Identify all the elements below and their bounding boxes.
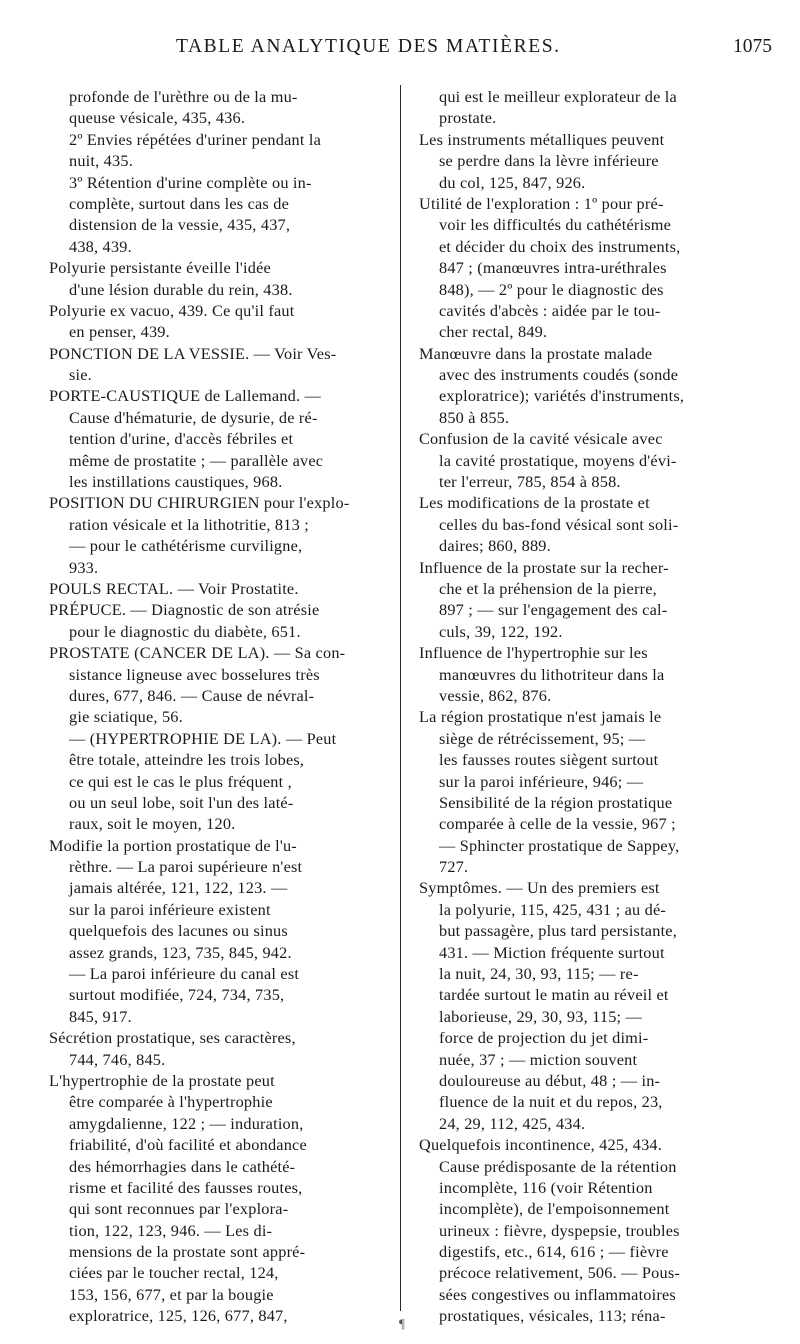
index-line: 3º Rétention d'urine complète ou in-: [69, 172, 312, 192]
index-line: même de prostatite ; — parallèle avec: [69, 450, 324, 470]
index-line: Utilité de l'exploration : 1º pour pré-: [419, 193, 664, 213]
index-line: amygdalienne, 122 ; — induration,: [69, 1113, 304, 1133]
index-line: PORTE-CAUSTIQUE de Lallemand. —: [49, 386, 322, 406]
index-line: nuée, 37 ; — miction souvent: [439, 1049, 638, 1069]
index-line: Quelquefois incontinence, 425, 434.: [419, 1135, 663, 1155]
index-line: Symptômes. — Un des premiers est: [419, 878, 660, 898]
index-line: fluence de la nuit et du repos, 23,: [439, 1092, 663, 1112]
index-line: tion, 122, 123, 946. — Les di-: [69, 1220, 273, 1240]
index-line: 933.: [69, 557, 99, 577]
index-line: friabilité, d'où facilité et abondance: [69, 1135, 307, 1155]
index-line: Les modifications de la prostate et: [419, 493, 650, 513]
index-line: les fausses routes siègent surtout: [439, 750, 659, 770]
index-line: sistance ligneuse avec bosselures très: [69, 664, 320, 684]
index-line: manœuvres du lithotriteur dans la: [439, 664, 665, 684]
index-line: 438, 439.: [69, 236, 132, 256]
index-line: sur la paroi inférieure existent: [69, 899, 271, 919]
index-line: 153, 156, 677, et par la bougie: [69, 1284, 274, 1304]
index-line: douloureuse au début, 48 ; — in-: [439, 1070, 661, 1090]
index-line: profonde de l'urèthre ou de la mu-: [69, 87, 298, 106]
index-line: ou un seul lobe, soit l'un des laté-: [69, 792, 294, 812]
index-line: POULS RECTAL. — Voir Prostatite.: [49, 578, 299, 598]
index-line: en penser, 439.: [69, 322, 170, 342]
index-line: ce qui est le cas le plus fréquent ,: [69, 771, 292, 791]
index-line: dures, 677, 846. — Cause de névral-: [69, 685, 315, 705]
index-line: but passagère, plus tard persistante,: [439, 921, 677, 941]
index-line: être totale, atteindre les trois lobes,: [69, 750, 305, 770]
index-line: — pour le cathétérisme curviligne,: [69, 536, 303, 556]
index-line: distension de la vessie, 435, 437,: [69, 215, 291, 235]
index-line: digestifs, etc., 614, 616 ; — fièvre: [439, 1242, 669, 1262]
index-line: Confusion de la cavité vésicale avec: [419, 429, 663, 449]
index-line: Influence de la prostate sur la recher-: [419, 557, 669, 577]
index-line: Polyurie persistante éveille l'idée: [49, 258, 271, 278]
index-line: raux, soit le moyen, 120.: [69, 814, 236, 834]
index-line: la cavité prostatique, moyens d'évi-: [439, 450, 677, 470]
index-line: Sécrétion prostatique, ses caractères,: [49, 1028, 296, 1048]
index-line: POSITION DU CHIRURGIEN pour l'explo-: [49, 493, 350, 513]
index-line: tardée surtout le matin au réveil et: [439, 985, 669, 1005]
running-title: TABLE ANALYTIQUE DES MATIÈRES.: [176, 36, 561, 57]
index-line: 727.: [439, 857, 469, 877]
index-line: prostatiques, vésicales, 113; réna-: [439, 1306, 666, 1326]
index-line: nuit, 435.: [69, 151, 133, 171]
index-line: 848), — 2º pour le diagnostic des: [439, 279, 664, 299]
index-line: 744, 746, 845.: [69, 1049, 166, 1069]
index-line: daires; 860, 889.: [439, 536, 551, 556]
index-line: 2º Envies répétées d'uriner pendant la: [69, 129, 322, 149]
index-line: culs, 39, 122, 192.: [439, 621, 563, 641]
index-line: avec des instruments coudés (sonde: [439, 365, 679, 385]
index-line: PONCTION DE LA VESSIE. — Voir Ves-: [49, 343, 337, 363]
index-line: 850 à 855.: [439, 407, 510, 427]
index-line: et décider du choix des instruments,: [439, 236, 681, 256]
index-line: PROSTATE (CANCER DE LA). — Sa con-: [49, 643, 346, 663]
index-line: exploratrice, 125, 126, 677, 847,: [69, 1306, 288, 1326]
index-line: se perdre dans la lèvre inférieure: [439, 151, 659, 171]
index-line: assez grands, 123, 735, 845, 942.: [69, 942, 292, 962]
index-line: comparée à celle de la vessie, 967 ;: [439, 814, 676, 834]
index-line: Cause prédisposante de la rétention: [439, 1156, 677, 1176]
right-column: [419, 86, 755, 1327]
index-line: Cause d'hématurie, de dysurie, de ré-: [69, 407, 318, 427]
left-column: [49, 86, 379, 1327]
index-line: ration vésicale et la lithotritie, 813 ;: [69, 514, 309, 534]
index-line: cher rectal, 849.: [439, 322, 548, 342]
index-line: queuse vésicale, 435, 436.: [69, 108, 246, 128]
index-line: Polyurie ex vacuo, 439. Ce qu'il faut: [49, 300, 295, 320]
index-line: — (HYPERTROPHIE DE LA). — Peut: [69, 728, 337, 748]
index-line: les instillations caustiques, 968.: [69, 472, 283, 492]
index-line: mensions de la prostate sont appré-: [69, 1242, 306, 1262]
index-line: pour le diagnostic du diabète, 651.: [69, 621, 301, 641]
index-line: du col, 125, 847, 926.: [439, 172, 586, 192]
index-line: sie.: [69, 365, 92, 385]
index-line: sur la paroi inférieure, 946; —: [439, 771, 644, 791]
index-line: siège de rétrécissement, 95; —: [439, 728, 646, 748]
index-line: — La paroi inférieure du canal est: [69, 964, 300, 984]
index-line: 845, 917.: [69, 1006, 132, 1026]
index-line: être comparée à l'hypertrophie: [69, 1092, 273, 1112]
index-line: urineux : fièvre, dyspepsie, troubles: [439, 1220, 680, 1240]
index-line: d'une lésion durable du rein, 438.: [69, 279, 293, 299]
index-line: quelquefois des lacunes ou sinus: [69, 921, 288, 941]
index-line: laborieuse, 29, 30, 93, 115; —: [439, 1006, 643, 1026]
index-line: che et la préhension de la pierre,: [439, 578, 657, 598]
column-divider: [400, 85, 401, 1311]
index-line: celles du bas-fond vésical sont soli-: [439, 514, 679, 534]
index-line: PRÉPUCE. — Diagnostic de son atrésie: [49, 600, 320, 620]
index-line: incomplète, 116 (voir Rétention: [439, 1177, 653, 1197]
index-line: vessie, 862, 876.: [439, 685, 552, 705]
index-line: qui sont reconnues par l'explora-: [69, 1199, 289, 1219]
index-line: risme et facilité des fausses routes,: [69, 1177, 303, 1197]
index-line: Manœuvre dans la prostate malade: [419, 343, 653, 363]
index-line: L'hypertrophie de la prostate peut: [49, 1070, 275, 1090]
index-line: tention d'urine, d'accès fébriles et: [69, 429, 294, 449]
index-line: qui est le meilleur explorateur de la: [439, 87, 677, 106]
footer-mark: ¶: [399, 1316, 405, 1331]
index-line: gie sciatique, 56.: [69, 707, 183, 727]
index-line: prostate.: [439, 108, 497, 128]
index-line: — Sphincter prostatique de Sappey,: [439, 835, 680, 855]
index-line: Influence de l'hypertrophie sur les: [419, 643, 648, 663]
index-line: cavités d'abcès : aidée par le tou-: [439, 300, 661, 320]
index-line: la nuit, 24, 30, 93, 115; — re-: [439, 964, 639, 984]
index-line: voir les difficultés du cathétérisme: [439, 215, 672, 235]
index-line: incomplète), de l'empoisonnement: [439, 1199, 670, 1219]
index-line: rèthre. — La paroi supérieure n'est: [69, 857, 303, 877]
index-line: sées congestives ou inflammatoires: [439, 1284, 676, 1304]
index-line: Sensibilité de la région prostatique: [439, 792, 673, 812]
index-line: jamais altérée, 121, 122, 123. —: [69, 878, 288, 898]
index-line: ciées par le toucher rectal, 124,: [69, 1263, 279, 1283]
index-line: 847 ; (manœuvres intra-uréthrales: [439, 258, 667, 278]
index-line: exploratrice); variétés d'instruments,: [439, 386, 685, 406]
page-number: 1075: [733, 36, 772, 57]
index-line: 897 ; — sur l'engagement des cal-: [439, 600, 668, 620]
running-head: [0, 36, 800, 66]
index-line: 24, 29, 112, 425, 434.: [439, 1113, 586, 1133]
index-line: force de projection du jet dimi-: [439, 1028, 649, 1048]
index-line: ter l'erreur, 785, 854 à 858.: [439, 472, 621, 492]
index-line: précoce relativement, 506. — Pous-: [439, 1263, 680, 1283]
index-line: Les instruments métalliques peuvent: [419, 129, 665, 149]
index-line: des hémorrhagies dans le cathété-: [69, 1156, 296, 1176]
index-line: la polyurie, 115, 425, 431 ; au dé-: [439, 899, 667, 919]
index-line: La région prostatique n'est jamais le: [419, 707, 662, 727]
index-line: Modifie la portion prostatique de l'u-: [49, 835, 297, 855]
index-line: surtout modifiée, 724, 734, 735,: [69, 985, 285, 1005]
index-line: 431. — Miction fréquente surtout: [439, 942, 665, 962]
index-line: complète, surtout dans les cas de: [69, 193, 290, 213]
